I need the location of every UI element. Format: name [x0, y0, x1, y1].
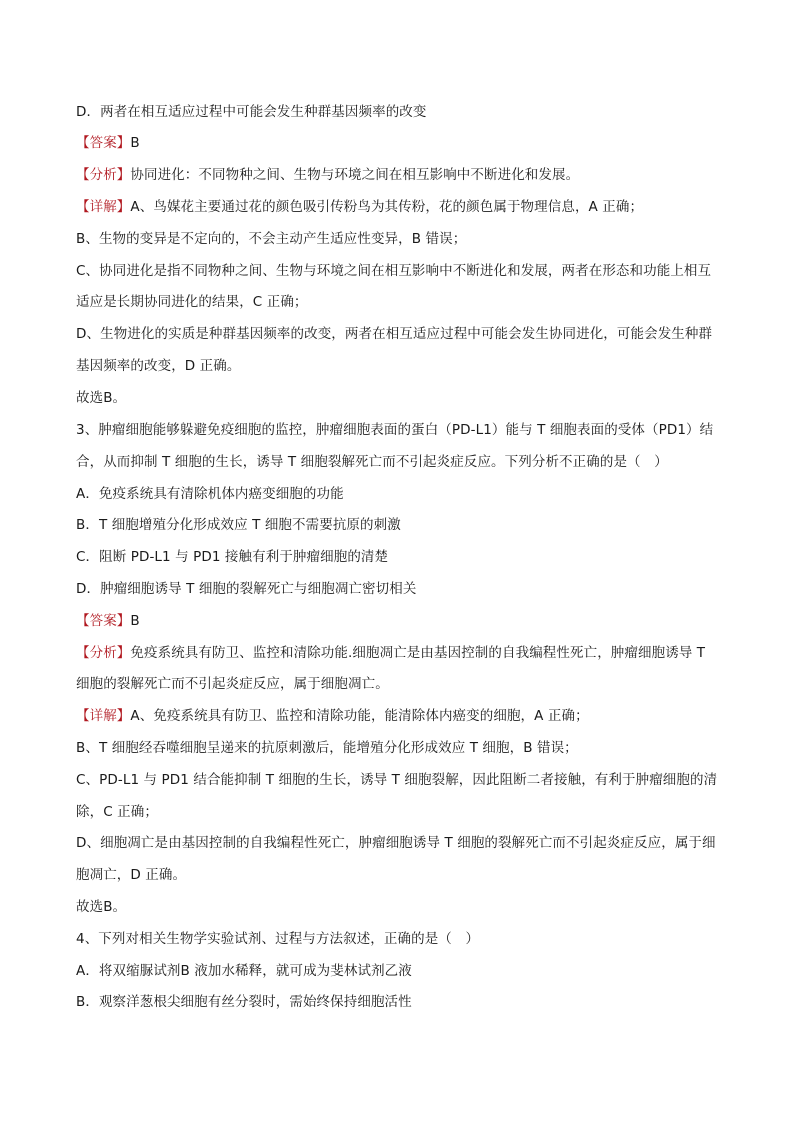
line-text: A、免疫系统具有防卫、监控和清除功能，能清除体内癌变的细胞，A 正确；: [130, 708, 589, 724]
explanation-c-line: [76, 770, 726, 790]
question-4-stem: [76, 929, 726, 949]
analysis-line: [76, 165, 726, 185]
line-text: 故选B。: [76, 899, 127, 915]
question-3-stem-continued: [76, 452, 726, 472]
explanation-d-line: [76, 833, 726, 853]
line-text: A．免疫系统具有清除机体内癌变细胞的功能: [76, 486, 344, 502]
line-text: D．两者在相互适应过程中可能会发生种群基因频率的改变: [76, 104, 427, 120]
line-text: 3、肿瘤细胞能够躲避免疫细胞的监控，肿瘤细胞表面的蛋白（PD-L1）能与 T 细胞表面的受体（PD1）结: [76, 422, 714, 438]
line-text: D．肿瘤细胞诱导 T 细胞的裂解死亡与细胞凋亡密切相关: [76, 581, 417, 597]
line-text: 适应是长期协同进化的结果，C 正确；: [76, 294, 308, 310]
line-text: C．阻断 PD-L1 与 PD1 接触有利于肿瘤细胞的清楚: [76, 549, 389, 565]
explanation-d-continued: [76, 356, 726, 376]
explanation-tag: 【详解】: [76, 199, 131, 215]
explanation-d-line: [76, 324, 726, 344]
question-4-option-b: [76, 992, 726, 1012]
analysis-continued: [76, 674, 726, 694]
explanation-line: [76, 706, 726, 726]
line-text: B: [130, 135, 140, 151]
answer-line: [76, 133, 726, 153]
line-text: D、细胞凋亡是由基因控制的自我编程性死亡，肿瘤细胞诱导 T 细胞的裂解死亡而不引起炎症反应，属于细: [76, 835, 716, 851]
question-3-option-a: [76, 484, 726, 504]
line-text: 基因频率的改变，D 正确。: [76, 358, 241, 374]
line-text: B: [130, 613, 140, 629]
choice-line: [76, 897, 726, 917]
analysis-tag: 【分析】: [76, 645, 131, 661]
line-text: A．将双缩脲试剂B 液加水稀释，就可成为斐林试剂乙液: [76, 963, 412, 979]
explanation-d-continued: [76, 865, 726, 885]
line-text: B、T 细胞经吞噬细胞呈递来的抗原刺激后，能增殖分化形成效应 T 细胞，B 错误；: [76, 740, 578, 756]
line-text: B．观察洋葱根尖细胞有丝分裂时，需始终保持细胞活性: [76, 994, 412, 1010]
question-3-option-c: [76, 547, 726, 567]
choice-line: [76, 388, 726, 408]
line-text: A、鸟媒花主要通过花的颜色吸引传粉鸟为其传粉，花的颜色属于物理信息，A 正确；: [130, 199, 644, 215]
question-3-option-b: [76, 515, 726, 535]
explanation-c-continued: [76, 802, 726, 822]
analysis-line: [76, 643, 726, 663]
line-text: B．T 细胞增殖分化形成效应 T 细胞不需要抗原的刺激: [76, 517, 401, 533]
answer-tag: 【答案】: [76, 613, 131, 629]
line-text: 合，从而抑制 T 细胞的生长，诱导 T 细胞裂解死亡而不引起炎症反应。下列分析不正确的是（ ）: [76, 454, 668, 470]
line-text: 4、下列对相关生物学实验试剂、过程与方法叙述，正确的是（ ）: [76, 931, 480, 947]
line-text: 免疫系统具有防卫、监控和清除功能.细胞凋亡是由基因控制的自我编程性死亡，肿瘤细胞诱导 T: [130, 645, 706, 661]
line-text: 胞凋亡，D 正确。: [76, 867, 187, 883]
question-3-option-d: [76, 579, 726, 599]
line-text: 除，C 正确；: [76, 804, 158, 820]
line-text: B、生物的变异是不定向的，不会主动产生适应性变异，B 错误；: [76, 231, 467, 247]
explanation-b-line: [76, 738, 726, 758]
analysis-tag: 【分析】: [76, 167, 131, 183]
question-3-stem: [76, 420, 726, 440]
explanation-tag: 【详解】: [76, 708, 131, 724]
question-4-option-a: [76, 961, 726, 981]
line-text: D、生物进化的实质是种群基因频率的改变，两者在相互适应过程中可能会发生协同进化，可能会发生种群: [76, 326, 713, 342]
option-d-line: [76, 102, 726, 122]
line-text: C、协同进化是指不同物种之间、生物与环境之间在相互影响中不断进化和发展，两者在形态和功能上相互: [76, 263, 712, 279]
explanation-b-line: [76, 229, 726, 249]
explanation-c-line: [76, 261, 726, 281]
answer-line: [76, 611, 726, 631]
line-text: C、PD-L1 与 PD1 结合能抑制 T 细胞的生长，诱导 T 细胞裂解，因此阻断二者接触，有利于肿瘤细胞的清: [76, 772, 718, 788]
explanation-line: [76, 197, 726, 217]
answer-tag: 【答案】: [76, 135, 131, 151]
explanation-c-continued: [76, 292, 726, 312]
line-text: 协同进化：不同物种之间、生物与环境之间在相互影响中不断进化和发展。: [130, 167, 580, 183]
line-text: 故选B。: [76, 390, 127, 406]
line-text: 细胞的裂解死亡而不引起炎症反应，属于细胞凋亡。: [76, 676, 389, 692]
